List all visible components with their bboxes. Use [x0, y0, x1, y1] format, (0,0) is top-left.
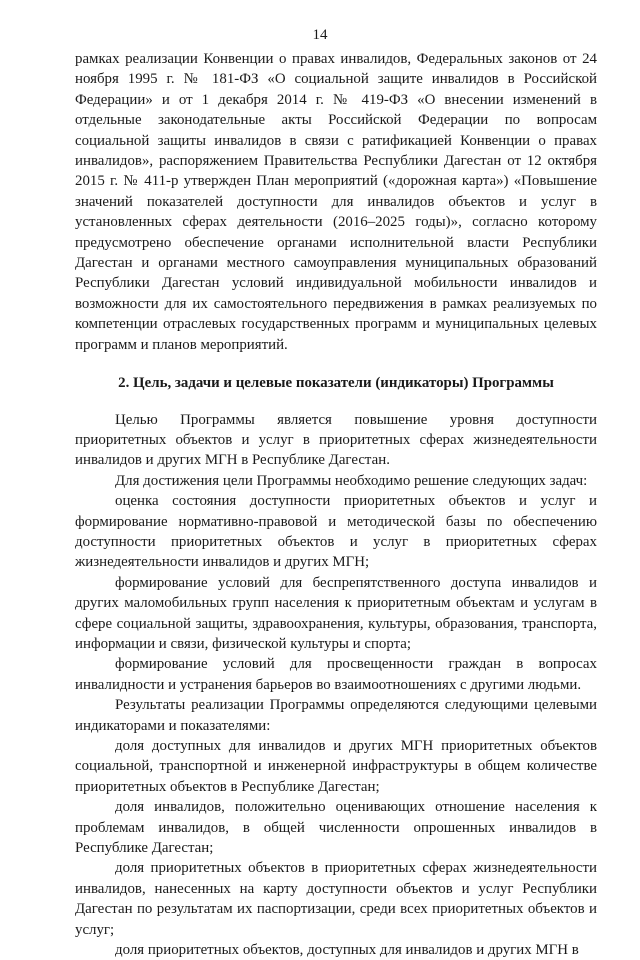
page-number: 14: [312, 27, 328, 43]
document-body: [75, 49, 597, 960]
paragraph-intro: рамках реализации Конвенции о правах инвалидов, Федеральных законов от 24 ноября 1995 г. № 181-ФЗ «О социальной защите инвалидов в Российской Федерации» и от 1 декабря 2014 г. № 419-ФЗ «О внесении изменений в отдельные законодательные акты Российской Федерации по вопросам социальной защиты инвалидов в связи с ратификацией Конвенции о правах инвалидов», распоряжением Правительства Республики Дагестан от 12 октября 2015 г. № 411-р утвержден План мероприятий («дорожная карта») «Повышение значений показателей доступности для инвалидов объектов и услуг в установленных сферах деятельности (2016–2025 годы)», согласно которому предусмотрено обеспечение органами исполнительной власти Республики Дагестан и органами местного самоуправления муниципальных образований Республики Дагестан условий индивидуальной мобильности инвалидов и возможности для их самостоятельного передвижения в рамках реализуемых по компетенции отраслевых государственных программ и муниципальных целевых программ и планов мероприятий.: [75, 51, 597, 353]
paragraph-tasks-intro: Для достижения цели Программы необходимо решение следующих задач:: [115, 472, 588, 489]
indicator-item-4: доля приоритетных объектов, доступных для инвалидов и других МГН в: [115, 942, 579, 959]
task-item-3: формирование условий для просвещенности граждан в вопросах инвалидности и устранения барьеров во взаимоотношениях с другими людьми.: [75, 656, 597, 693]
indicator-item-3: доля приоритетных объектов в приоритетных сферах жизнедеятельности инвалидов, нанесенных на карту доступности объектов и услуг Республики Дагестан по результатам их паспортизации, среди всех приоритетных объектов и услуг;: [75, 860, 597, 938]
indicator-item-2: доля инвалидов, положительно оценивающих отношение населения к проблемам инвалидов, в общей численности опрошенных инвалидов в Республике Дагестан;: [75, 799, 597, 857]
task-item-2: формирование условий для беспрепятственного доступа инвалидов и других маломобильных групп населения к приоритетным объектам и услугам в сфере социальной защиты, здравоохранения, культуры, образования, транспорта, информации и связи, физической культуры и спорта;: [75, 574, 597, 652]
paragraph-results-intro: Результаты реализации Программы определяются следующими целевыми индикаторами и показателями:: [75, 697, 597, 734]
indicator-item-1: доля доступных для инвалидов и других МГН приоритетных объектов социальной, транспортной и инженерной инфраструктуры в общем количестве приоритетных объектов в Республике Дагестан;: [75, 738, 597, 795]
paragraph-goal: Целью Программы является повышение уровня доступности приоритетных объектов и услуг в приоритетных сферах жизнедеятельности инвалидов и других МГН в Республике Дагестан.: [75, 411, 597, 469]
section-heading: 2. Цель, задачи и целевые показатели (индикаторы) Программы: [118, 375, 554, 392]
task-item-1: оценка состояния доступности приоритетных объектов и услуг и формирование нормативно-правовой и методической базы по обеспечению доступности приоритетных объектов и услуг в приоритетных сферах жизнедеятельности инвалидов и других МГН;: [75, 493, 597, 571]
